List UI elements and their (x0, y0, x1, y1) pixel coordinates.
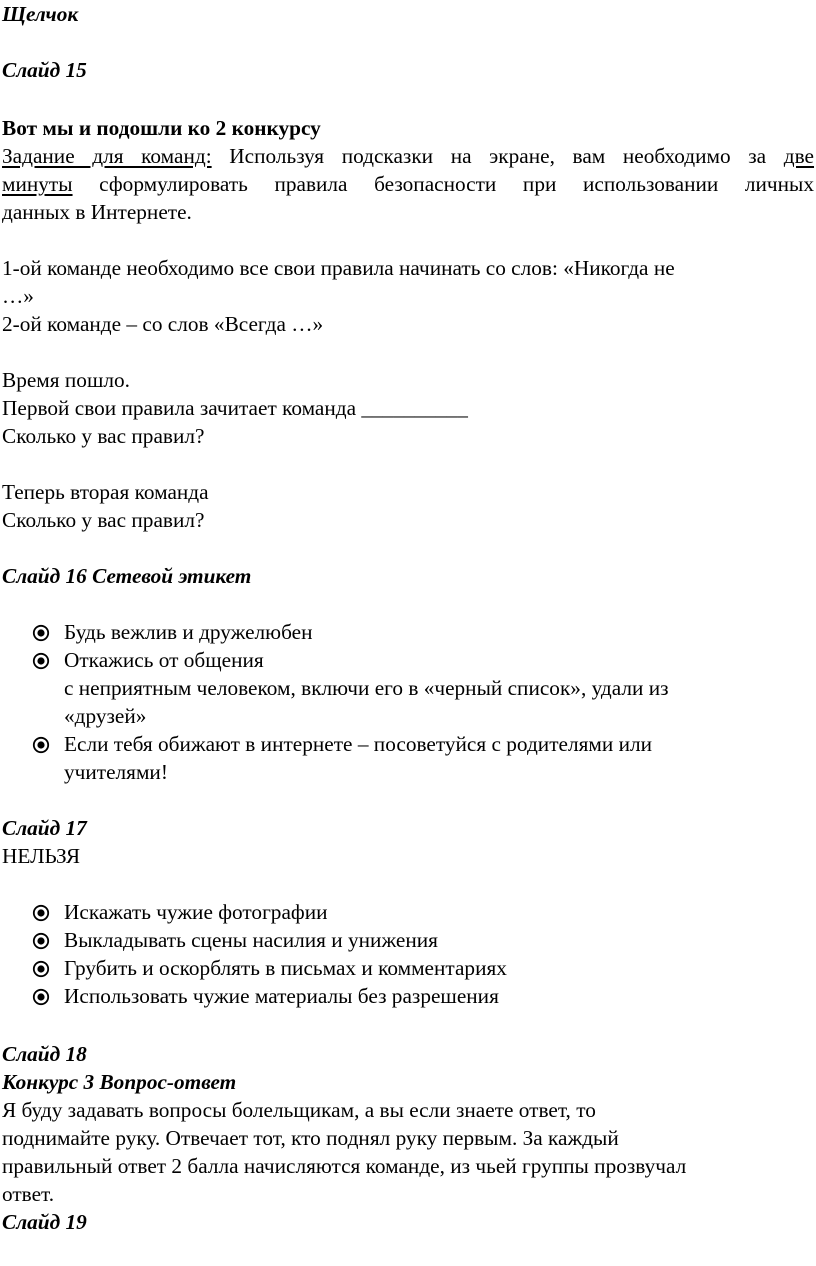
contest-3-rules: Я буду задавать вопросы болельщикам, а вы если знаете ответ, то (2, 1098, 596, 1122)
etiquette-item-continued: «друзей» (64, 704, 147, 728)
target-bullet-icon (32, 624, 50, 642)
target-bullet-icon (32, 904, 50, 922)
forbidden-heading: НЕЛЬЗЯ (2, 844, 81, 868)
target-bullet-icon (32, 932, 50, 950)
task-underlined-minutes: минуты (2, 172, 73, 196)
target-bullet-icon (32, 736, 50, 754)
contest-3-rules: правильный ответ 2 балла начисляются команде, из чьей группы прозвучал (2, 1154, 687, 1178)
task-line-1 (2, 142, 814, 170)
time-started: Время пошло. (2, 368, 130, 392)
team-1-instruction-end: …» (2, 284, 34, 308)
etiquette-item: Если тебя обижают в интернете – посоветуйся с родителями или (64, 732, 652, 756)
how-many-rules-1: Сколько у вас правил? (2, 424, 205, 448)
forbidden-item: Выкладывать сцены насилия и унижения (64, 928, 438, 952)
forbidden-item: Грубить и оскорблять в письмах и комментариях (64, 956, 507, 980)
slide-19-heading: Слайд 19 (2, 1210, 87, 1234)
click-label: Щелчок (2, 2, 79, 26)
team-1-instruction: 1-ой команде необходимо все свои правила начинать со слов: «Никогда не (2, 256, 675, 280)
target-bullet-icon (32, 960, 50, 978)
slide-15-heading: Слайд 15 (2, 58, 87, 82)
second-team: Теперь вторая команда (2, 480, 209, 504)
slide-17-heading: Слайд 17 (2, 816, 87, 840)
target-bullet-icon (32, 988, 50, 1006)
task-text-2: сформулировать правила безопасности при использовании личных (99, 172, 814, 196)
task-underlined-two: две (783, 144, 815, 168)
etiquette-item-continued: с неприятным человеком, включи его в «черный список», удали из (64, 676, 669, 700)
etiquette-item-continued: учителями! (64, 760, 168, 784)
task-text-3: данных в Интернете. (2, 200, 192, 224)
etiquette-item: Будь вежлив и дружелюбен (64, 620, 313, 644)
how-many-rules-2: Сколько у вас правил? (2, 508, 205, 532)
first-team-reads: Первой свои правила зачитает команда __________ (2, 396, 468, 420)
contest-3-rules: поднимайте руку. Отвечает тот, кто поднял руку первым. За каждый (2, 1126, 619, 1150)
forbidden-item: Искажать чужие фотографии (64, 900, 328, 924)
task-text-1: Используя подсказки на экране, вам необходимо за (229, 144, 767, 168)
slide-16-heading: Слайд 16 Сетевой этикет (2, 564, 252, 588)
target-bullet-icon (32, 652, 50, 670)
etiquette-item: Откажись от общения (64, 648, 264, 672)
task-line-2 (2, 170, 814, 198)
team-2-instruction: 2-ой команде – со слов «Всегда …» (2, 312, 324, 336)
contest-2-title: Вот мы и подошли ко 2 конкурсу (2, 116, 321, 140)
contest-3-heading: Конкурс 3 Вопрос-ответ (2, 1070, 237, 1094)
slide-18-heading: Слайд 18 (2, 1042, 87, 1066)
task-label: Задание для команд: (2, 144, 212, 168)
contest-3-rules: ответ. (2, 1182, 55, 1206)
forbidden-item: Использовать чужие материалы без разрешения (64, 984, 499, 1008)
